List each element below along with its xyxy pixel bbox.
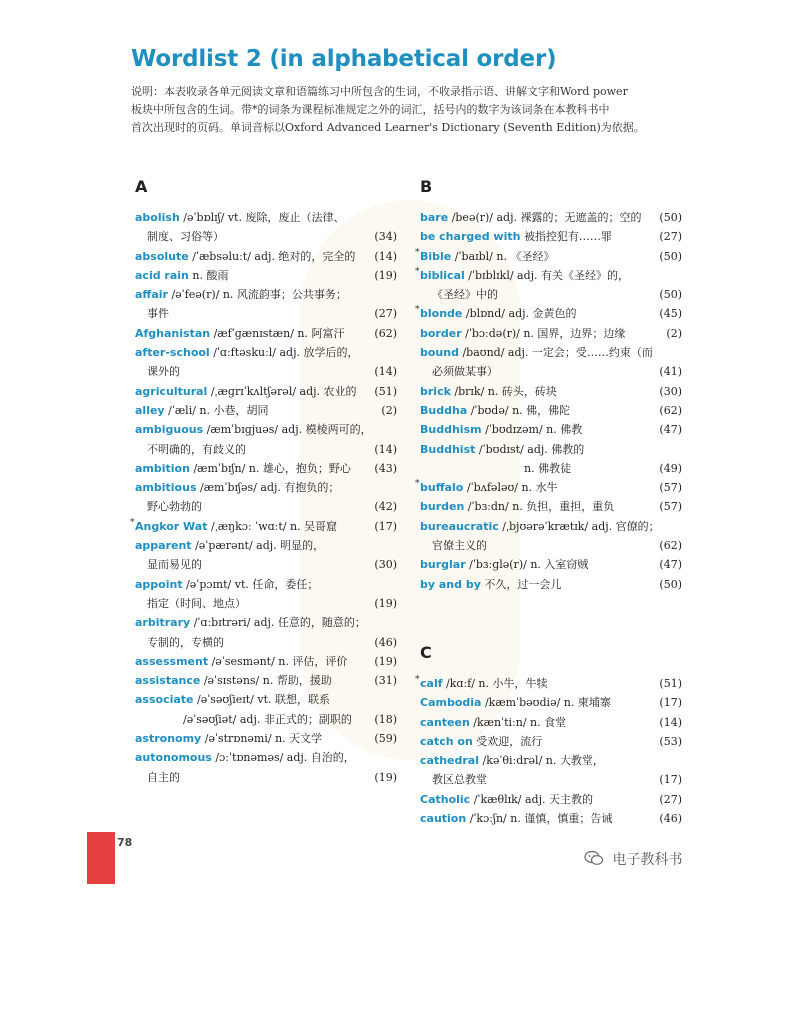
definition: /ˈkæθlɪk/ adj. 天主教的 [473, 792, 593, 806]
headword: abolish [135, 211, 180, 224]
entry-line [135, 382, 397, 401]
page-reference: (17) [659, 696, 682, 710]
entry-line [135, 748, 397, 767]
definition-continuation [135, 633, 397, 652]
page-reference: (62) [374, 326, 397, 340]
entry-line [420, 401, 682, 420]
entry-canteen [420, 713, 682, 732]
entry-ambitious [135, 478, 397, 517]
entry-line [420, 790, 682, 809]
brand-watermark [584, 849, 682, 870]
definition-continuation [135, 497, 397, 516]
page-reference: (62) [659, 403, 682, 417]
definition: /əˈfeə(r)/ n. 风流韵事；公共事务； [171, 288, 347, 302]
page-reference: (27) [374, 307, 397, 321]
entry-line [135, 613, 397, 632]
page-reference: (14) [659, 715, 682, 729]
definition-continuation [135, 227, 397, 246]
definition: /kəˈθiːdrəl/ n. 大教堂， [482, 754, 604, 768]
definition: /ˈbɔːdə(r)/ n. 国界，边界；边缘 [465, 326, 626, 340]
headword: Afghanistan [135, 326, 211, 340]
entry-line [135, 652, 397, 671]
definition: /əˈpɔɪnt/ vt. 任命，委任； [186, 577, 319, 591]
entry-line [420, 809, 682, 828]
definition: /ˌæŋkɔː ˈwɑːt/ n. 吴哥窟 [210, 519, 338, 533]
definition: 指定（时间、地点） [147, 596, 246, 610]
definition: 官僚主义的 [432, 539, 487, 553]
definition: /əˈsəʊʃiət/ adj. 非正式的；副职的 [183, 712, 352, 726]
definition: /ˈæli/ n. 小巷，胡同 [168, 403, 269, 417]
definition: /ˈkɔːʃn/ n. 谨慎，慎重；告诫 [469, 812, 613, 826]
definition: /ˈbaɪbl/ n. 《圣经》 [454, 249, 555, 263]
definition: /ˌæɡrɪˈkʌltʃərəl/ adj. 农业的 [210, 384, 357, 398]
page-reference: (47) [659, 558, 682, 572]
entry-assistance [135, 671, 397, 690]
entry-catch-on [420, 732, 682, 751]
entry-be-charged-with [420, 227, 682, 246]
entry-line [130, 517, 397, 536]
definition: 事件 [147, 307, 169, 321]
entry-line [420, 208, 682, 227]
headword: burglar [420, 558, 466, 572]
definition: /kænˈtiːn/ n. 食堂 [473, 715, 567, 729]
page-reference: (50) [659, 577, 682, 591]
entry-line [420, 440, 682, 459]
page-reference: (14) [374, 442, 397, 456]
definition: /ˈbʊdɪst/ adj. 佛教的 [478, 442, 585, 456]
headword: ambitious [135, 481, 197, 495]
headword: acid rain [135, 268, 189, 282]
page-reference: (57) [659, 481, 682, 495]
definition: /baʊnd/ adj. 一定会；受……约束（而 [462, 346, 653, 360]
entry-associate [135, 690, 397, 729]
page-reference: (2) [381, 403, 397, 417]
headword: after-school [135, 346, 210, 360]
entry-line [420, 751, 682, 770]
entry-line [420, 227, 682, 246]
definition: /ˈbɜːdn/ n. 负担，重担，重负 [467, 500, 615, 514]
intro-note [131, 83, 686, 137]
section-letter-b: B [420, 177, 433, 196]
wechat-icon [584, 850, 604, 870]
headword: agricultural [135, 384, 208, 398]
definition: /ˈɑːbɪtrəri/ adj. 任意的，随意的； [193, 616, 366, 630]
page-reference: (17) [659, 773, 682, 787]
page-reference: (59) [374, 732, 397, 746]
definition: /kæmˈbəʊdiə/ n. 柬埔寨 [484, 696, 611, 710]
page-reference: (27) [659, 230, 682, 244]
entry-burglar [420, 555, 682, 574]
headword: Bible [420, 249, 452, 263]
entry-line [415, 674, 682, 693]
entry-biblical [415, 266, 682, 305]
headword: autonomous [135, 751, 212, 765]
definition: /ˈæbsəluːt/ adj. 绝对的，完全的 [192, 249, 356, 263]
entry-line [135, 343, 397, 362]
headword: burden [420, 500, 465, 514]
entry-list-c [415, 674, 682, 828]
page-reference: (50) [659, 249, 682, 263]
extra-word-marker: * [415, 479, 420, 490]
definition: /ˌbjʊərəˈkrætɪk/ adj. 官僚的； [502, 519, 660, 533]
definition-continuation [135, 362, 397, 381]
page-reference: (57) [659, 500, 682, 514]
page-reference: (30) [374, 558, 397, 572]
headword: canteen [420, 715, 470, 729]
headword: biblical [420, 268, 465, 282]
entry-line [415, 266, 682, 285]
section-letter-a: A [135, 177, 148, 196]
definition: /brɪk/ n. 砖头，砖块 [454, 384, 557, 398]
definition: 制度、习俗等） [147, 230, 224, 244]
definition: /beə(r)/ adj. 裸露的；无遮盖的；空的 [451, 211, 642, 224]
page-reference: (43) [374, 461, 397, 475]
headword: alley [135, 403, 165, 417]
headword: by and by [420, 577, 481, 591]
definition-continuation [420, 536, 682, 555]
definition: 显而易见的 [147, 558, 202, 572]
entry-line [420, 517, 682, 536]
headword: ambition [135, 461, 190, 475]
headword: Buddhism [420, 423, 482, 437]
headword: absolute [135, 249, 189, 263]
definition: /blɒnd/ adj. 金黄色的 [465, 307, 577, 321]
definition: 必须做某事） [432, 365, 498, 379]
page-reference: (19) [374, 654, 397, 668]
entry-caution [420, 809, 682, 828]
headword: Buddha [420, 403, 468, 417]
entry-agricultural [135, 382, 397, 401]
definition: /æfˈɡænɪstæn/ n. 阿富汗 [213, 326, 345, 340]
entry-blonde [415, 304, 682, 323]
entry-bureaucratic [420, 517, 682, 556]
page-reference: (27) [659, 792, 682, 806]
definition: 《圣经》中的 [432, 288, 498, 302]
page-reference: (46) [659, 812, 682, 826]
headword: associate [135, 693, 194, 707]
column-right [415, 177, 682, 828]
headword: catch on [420, 734, 473, 748]
headword: calf [420, 676, 443, 690]
definition-continuation [135, 555, 397, 574]
entry-cathedral [420, 751, 682, 790]
entry-cambodia [420, 693, 682, 712]
entry-line [135, 671, 397, 690]
headword: ambiguous [135, 423, 204, 437]
definition: 野心勃勃的 [147, 500, 202, 514]
intro-line: 说明：本表收录各单元阅读文章和语篇练习中所包含的生词，不收录指示语、讲解文字和Word power [131, 85, 628, 98]
section-letter-c: C [420, 642, 432, 662]
page-title: Wordlist 2 (in alphabetical order) [131, 46, 557, 72]
page-reference: (50) [659, 288, 682, 302]
entry-line [135, 324, 397, 343]
definition-continuation [420, 459, 682, 478]
headword: bound [420, 346, 459, 360]
extra-word-marker: * [415, 674, 420, 685]
page-reference: (19) [374, 770, 397, 784]
entry-burden [420, 497, 682, 516]
page-reference: (46) [374, 635, 397, 649]
extra-word-marker: * [415, 266, 420, 277]
definition: /əˈsəʊʃieɪt/ vt. 联想，联系 [197, 693, 331, 707]
entry-line [135, 478, 397, 497]
definition: /kɑːf/ n. 小牛，牛犊 [446, 676, 548, 690]
column-left [130, 177, 397, 787]
entry-ambition [135, 459, 397, 478]
definition: 不久，过一会儿 [484, 577, 562, 591]
headword: Cambodia [420, 696, 482, 710]
definition: /ˈbɪblɪkl/ adj. 有关《圣经》的， [468, 268, 630, 282]
headword: Catholic [420, 792, 471, 806]
entry-assessment [135, 652, 397, 671]
entry-catholic [420, 790, 682, 809]
definition: 自主的 [147, 770, 180, 784]
page-reference: (31) [374, 674, 397, 688]
definition: 受欢迎，流行 [476, 734, 543, 748]
definition: /əˈsɪstəns/ n. 帮助，援助 [203, 674, 332, 688]
entry-bound [420, 343, 682, 382]
entry-line [135, 401, 397, 420]
headword: blonde [420, 307, 463, 321]
entry-line [415, 247, 682, 266]
definition-continuation [420, 770, 682, 789]
entry-calf [415, 674, 682, 693]
definition: /əˈsesmənt/ n. 评估，评价 [211, 654, 348, 668]
entry-line [420, 343, 682, 362]
entry-appoint [135, 575, 397, 614]
headword: appoint [135, 577, 183, 591]
headword: border [420, 326, 462, 340]
extra-word-marker: * [415, 305, 420, 316]
headword: caution [420, 812, 467, 826]
extra-word-marker: * [130, 517, 135, 528]
definition-continuation [420, 285, 682, 304]
entry-line [135, 729, 397, 748]
section-spacer [420, 594, 682, 644]
entry-line [135, 690, 397, 709]
definition: /ˈɑːftəskuːl/ adj. 放学后的， [213, 346, 359, 360]
entry-line [135, 208, 397, 227]
definition: /ˈbʊdə/ n. 佛，佛陀 [470, 403, 571, 417]
entry-abolish [135, 208, 397, 247]
entry-brick [420, 382, 682, 401]
page-reference: (19) [374, 596, 397, 610]
entry-arbitrary [135, 613, 397, 652]
headword: cathedral [420, 754, 479, 768]
page-reference: (47) [659, 423, 682, 437]
entry-buddhism [420, 420, 682, 439]
entry-line [420, 382, 682, 401]
page-number: 78 [117, 836, 133, 849]
definition: /əˈstrɒnəmi/ n. 天文学 [204, 732, 323, 746]
extra-word-marker: * [415, 247, 420, 258]
page-reference: (30) [659, 384, 682, 398]
headword: buffalo [420, 481, 464, 495]
headword: Angkor Wat [135, 519, 208, 533]
entry-line [415, 304, 682, 323]
brand-name: 电子教科书 [612, 852, 683, 868]
entry-buffalo [415, 478, 682, 497]
definition: /æmˈbɪʃn/ n. 雄心，抱负；野心 [193, 461, 351, 475]
headword: apparent [135, 539, 192, 553]
entry-astronomy [135, 729, 397, 748]
headword: assessment [135, 654, 209, 668]
page-reference: (53) [659, 734, 682, 748]
page-reference: (17) [374, 519, 397, 533]
entry-line [415, 478, 682, 497]
headword: be charged with [420, 230, 521, 244]
entry-line [135, 459, 397, 478]
definition-continuation [135, 440, 397, 459]
definition: /æmˈbɪʃəs/ adj. 有抱负的； [200, 481, 340, 495]
definition: /əˈbɒlɪʃ/ vt. 废除，废止（法律、 [183, 211, 345, 224]
headword: affair [135, 288, 168, 302]
page-reference: (51) [374, 384, 397, 398]
page-reference: (14) [374, 249, 397, 263]
headword: Buddhist [420, 442, 476, 456]
entry-alley [135, 401, 397, 420]
headword: arbitrary [135, 616, 191, 630]
page-reference: (49) [659, 461, 682, 475]
headword: bare [420, 211, 449, 224]
definition: /əˈpærənt/ adj. 明显的， [195, 539, 325, 553]
page-reference: (50) [659, 211, 682, 224]
entry-absolute [135, 247, 397, 266]
entry-border [420, 324, 682, 343]
entry-line [420, 497, 682, 516]
definition-continuation [420, 362, 682, 381]
definition: /ɔːˈtɒnəməs/ adj. 自治的， [215, 751, 355, 765]
entry-angkor-wat [130, 517, 397, 536]
definition-continuation [135, 594, 397, 613]
page-reference: (51) [659, 676, 682, 690]
entry-apparent [135, 536, 397, 575]
entry-buddha [420, 401, 682, 420]
definition: 被指控犯有……罪 [523, 230, 612, 244]
page-reference: (2) [666, 326, 682, 340]
entry-autonomous [135, 748, 397, 787]
definition: /ˈbʊdɪzəm/ n. 佛教 [485, 423, 583, 437]
definition-continuation [135, 768, 397, 787]
entry-line [420, 324, 682, 343]
definition-continuation [135, 710, 397, 729]
page-reference: (41) [659, 365, 682, 379]
definition: n. 佛教徒 [524, 461, 572, 475]
definition: /ˈbʌfələʊ/ n. 水牛 [466, 481, 558, 495]
entry-list-a [130, 208, 397, 787]
entry-buddhist [420, 440, 682, 479]
entry-line [420, 575, 682, 594]
page-reference: (18) [374, 712, 397, 726]
entry-line [135, 420, 397, 439]
entry-after-school [135, 343, 397, 382]
headword: assistance [135, 674, 201, 688]
headword: bureaucratic [420, 519, 499, 533]
entry-line [420, 693, 682, 712]
headword: astronomy [135, 732, 202, 746]
entry-line [135, 247, 397, 266]
page-reference: (62) [659, 539, 682, 553]
page-tab-marker [87, 832, 115, 884]
entry-afghanistan [135, 324, 397, 343]
page-reference: (45) [659, 307, 682, 321]
definition: /ˈbɜːɡlə(r)/ n. 入室窃贼 [469, 558, 589, 572]
definition: n. 酸雨 [192, 268, 229, 282]
entry-line [420, 732, 682, 751]
entry-by-and-by [420, 575, 682, 594]
definition: 教区总教堂 [432, 773, 487, 787]
definition: 不明确的，有歧义的 [147, 442, 246, 456]
entry-acid-rain [135, 266, 397, 285]
definition: 专制的，专横的 [147, 635, 224, 649]
entry-line [420, 713, 682, 732]
entry-affair [135, 285, 397, 324]
definition: /æmˈbɪɡjuəs/ adj. 模棱两可的， [206, 423, 372, 437]
entry-bible [415, 247, 682, 266]
entry-list-b [415, 208, 682, 594]
entry-line [135, 536, 397, 555]
entry-line [135, 575, 397, 594]
entry-line [420, 555, 682, 574]
definition-continuation [135, 304, 397, 323]
entry-line [420, 420, 682, 439]
entry-line [135, 266, 397, 285]
intro-line: 首次出现时的页码。单词音标以Oxford Advanced Learner's Dictionary (Seventh Edition)为依据。 [131, 121, 645, 134]
entry-bare [420, 208, 682, 227]
intro-line: 板块中所包含的生词。带*的词条为课程标准规定之外的词汇，括号内的数字为该词条在本教科书中 [131, 103, 610, 116]
entry-line [135, 285, 397, 304]
headword: brick [420, 384, 451, 398]
entry-ambiguous [135, 420, 397, 459]
page-reference: (19) [374, 268, 397, 282]
page-reference: (42) [374, 500, 397, 514]
page-reference: (34) [374, 230, 397, 244]
page-reference: (14) [374, 365, 397, 379]
definition: 课外的 [147, 365, 180, 379]
